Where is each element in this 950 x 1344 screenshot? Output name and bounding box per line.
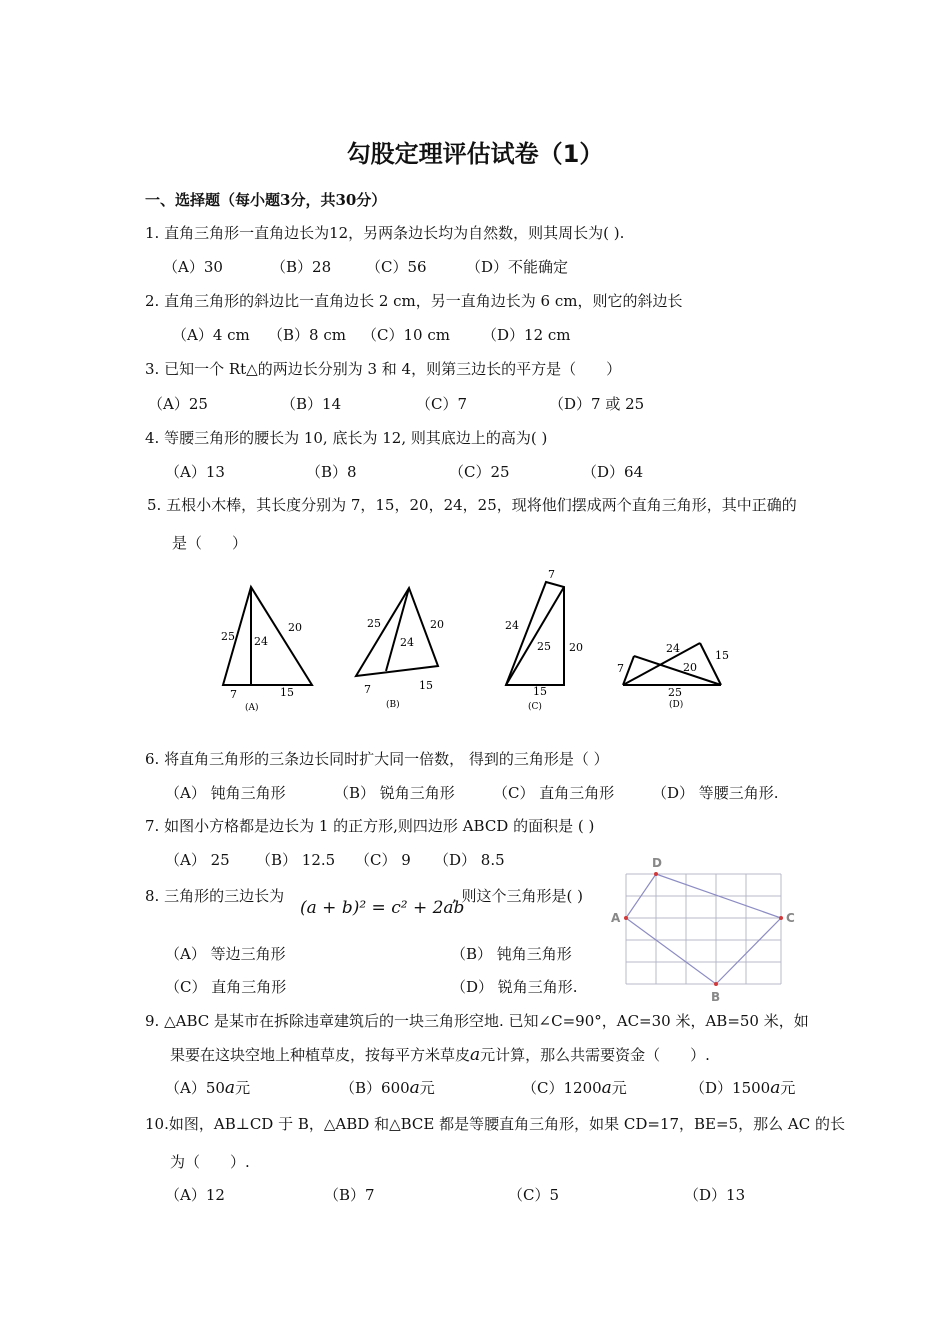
q10-stem-continued: 为（ ）. — [170, 1153, 250, 1171]
page-title: 勾股定理评估试卷（1） — [346, 140, 604, 168]
fig-a-label-24: 24 — [254, 635, 268, 648]
q9-stem-part2: 元计算，那么共需要资金（ ）. — [480, 1046, 710, 1064]
q3-option-a: （A）25 — [148, 395, 208, 413]
q1-option-d: （D）不能确定 — [466, 258, 569, 276]
q4-option-a: （A）13 — [165, 463, 225, 481]
fig-a-label-25: 25 — [221, 630, 235, 643]
point-b — [714, 982, 718, 986]
q9-option-c: （C）1200a元 — [522, 1078, 627, 1098]
fig-c-label-25: 25 — [537, 640, 551, 653]
q2-stem: 2. 直角三角形的斜边比一直角边长 2 cm，另一直角边长为 6 cm，则它的斜边长 — [145, 292, 683, 310]
q3-stem: 3. 已知一个 Rt△的两边长分别为 3 和 4，则第三边长的平方是（ ） — [145, 360, 622, 378]
fig-d-caption: (D) — [669, 700, 684, 710]
fig-b-label-20: 20 — [430, 618, 444, 631]
fig-d-label-7: 7 — [617, 662, 624, 675]
q4-option-d: （D）64 — [582, 463, 644, 481]
fig-c-label-15: 15 — [533, 685, 547, 698]
q8-formula: (a + b)² = c² + 2ab — [300, 898, 465, 918]
label-a: A — [611, 911, 621, 925]
q6-option-a: （A） 钝角三角形 — [165, 784, 286, 802]
q9-option-d: （D）1500a元 — [690, 1078, 796, 1098]
fig-c-label-24: 24 — [505, 619, 519, 632]
fig-d-label-15: 15 — [715, 649, 729, 662]
q4-option-c: （C）25 — [449, 463, 510, 481]
q8-stem: 8. 三角形的三边长为 — [145, 887, 285, 905]
q8-option-d: （D） 锐角三角形. — [451, 978, 578, 996]
q8-stem-end: , 则这个三角形是( ) — [452, 887, 584, 905]
label-c: C — [786, 911, 795, 925]
q9-option-b: （B）600a元 — [340, 1078, 435, 1098]
q9-variable: a — [470, 1045, 481, 1065]
fig-d-label-24: 24 — [666, 642, 680, 655]
q10-stem: 10.如图，AB⊥CD 于 B，△ABD 和△BCE 都是等腰直角三角形，如果 CD=17，BE=5，那么 AC 的长 — [145, 1115, 845, 1133]
point-a — [624, 916, 628, 920]
q6-option-d: （D） 等腰三角形. — [652, 784, 779, 802]
q1-option-c: （C）56 — [366, 258, 427, 276]
q4-stem: 4. 等腰三角形的腰长为 10, 底长为 12, 则其底边上的高为( ) — [145, 429, 548, 447]
fig-a-label-20: 20 — [288, 621, 302, 634]
q10-option-d: （D）13 — [684, 1186, 746, 1204]
q3-option-d: （D）7 或 25 — [549, 395, 645, 413]
section-heading: 一、选择题（每小题3分，共30分） — [145, 191, 387, 209]
fig-b-label-7: 7 — [364, 683, 371, 696]
q5-stem: 5. 五根小木棒，其长度分别为 7，15，20，24，25，现将他们摆成两个直角三角形，其中正确的 — [147, 496, 797, 514]
q10-option-a: （A）12 — [165, 1186, 225, 1204]
quadrilateral-abcd — [626, 874, 781, 984]
q6-option-c: （C） 直角三角形 — [493, 784, 615, 802]
q6-option-b: （B） 锐角三角形 — [334, 784, 455, 802]
q2-option-a: （A）4 cm — [172, 326, 250, 344]
fig-c-label-20: 20 — [569, 641, 583, 654]
q7-option-b: （B） 12.5 — [256, 851, 336, 869]
q3-option-b: （B）14 — [281, 395, 342, 413]
q9-stem-part1: 果要在这块空地上种植草皮，按每平方米草皮 — [170, 1046, 471, 1064]
q9-stem-continued — [170, 1045, 710, 1065]
q7-option-d: （D） 8.5 — [434, 851, 505, 869]
q2-option-c: （C）10 cm — [362, 326, 450, 344]
fig-b-caption: (B) — [386, 700, 400, 710]
q10-option-c: （C）5 — [508, 1186, 560, 1204]
q10-option-b: （B）7 — [324, 1186, 375, 1204]
label-d: D — [652, 856, 662, 870]
q1-option-a: （A）30 — [163, 258, 223, 276]
q1-stem: 1. 直角三角形一直角边长为12，另两条边长均为自然数，则其周长为( ). — [145, 224, 625, 242]
fig-a-label-7: 7 — [230, 688, 237, 701]
q6-stem: 6. 将直角三角形的三条边长同时扩大同一倍数， 得到的三角形是（ ） — [145, 750, 609, 768]
fig-a-label-15: 15 — [280, 686, 294, 699]
fig-c-label-7: 7 — [548, 568, 555, 581]
q7-option-a: （A） 25 — [165, 851, 230, 869]
fig-b-label-24: 24 — [400, 636, 414, 649]
q8-option-a: （A） 等边三角形 — [165, 945, 286, 963]
label-b: B — [711, 990, 721, 1004]
point-d — [654, 872, 658, 876]
q8-option-b: （B） 钝角三角形 — [451, 945, 572, 963]
q8-option-c: （C） 直角三角形 — [165, 978, 287, 996]
q7-stem: 7. 如图小方格都是边长为 1 的正方形,则四边形 ABCD 的面积是 ( ) — [145, 817, 595, 835]
fig-a-caption: (A) — [245, 703, 259, 713]
q1-option-b: （B）28 — [271, 258, 332, 276]
fig-d-label-25: 25 — [668, 686, 682, 699]
q2-option-b: （B）8 cm — [268, 326, 346, 344]
q7-option-c: （C） 9 — [355, 851, 411, 869]
fig-b-label-25: 25 — [367, 617, 381, 630]
fig-b-label-15: 15 — [419, 679, 433, 692]
q4-option-b: （B）8 — [306, 463, 357, 481]
fig-c-caption: (C) — [528, 702, 542, 712]
q2-option-d: （D）12 cm — [482, 326, 571, 344]
point-c — [779, 916, 783, 920]
q9-option-a: （A）50a元 — [165, 1078, 251, 1098]
q9-stem: 9. △ABC 是某市在拆除违章建筑后的一块三角形空地. 已知∠C=90°，AC=30 米，AB=50 米，如 — [145, 1012, 809, 1030]
q3-option-c: （C）7 — [416, 395, 468, 413]
q5-stem-continued: 是（ ） — [172, 534, 248, 552]
fig-d-label-20: 20 — [683, 661, 697, 674]
